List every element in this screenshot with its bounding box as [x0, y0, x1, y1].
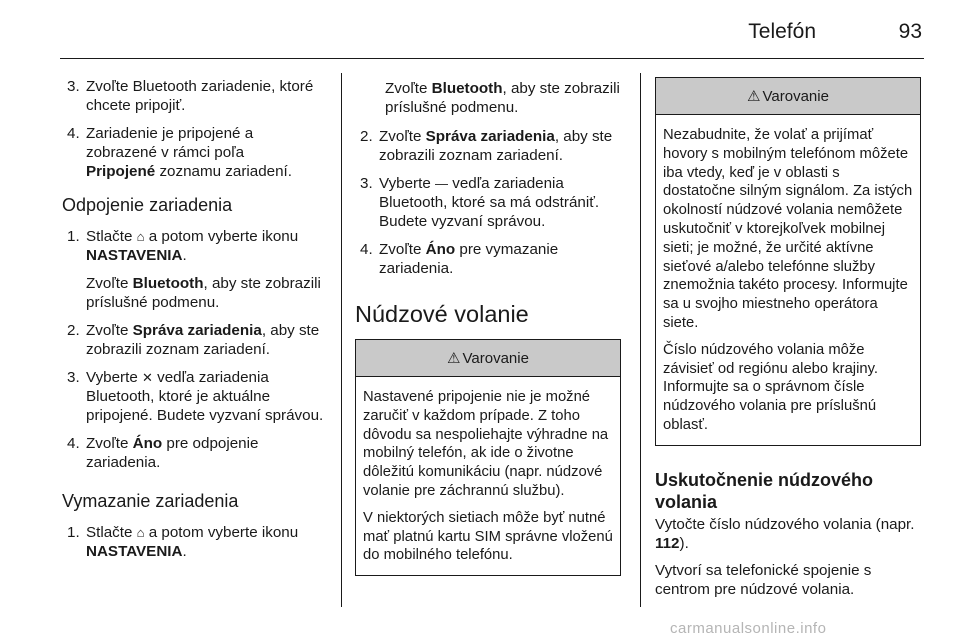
- column-right: [655, 77, 922, 607]
- list-item: 2. Zvoľte Správa zariadenia, aby ste zobrazili zoznam zariadení.: [67, 322, 320, 358]
- subsection-heading: Uskutočnenie núdzového volania: [655, 469, 874, 512]
- list-item: 4. Zvoľte Áno pre odpojenie zariadenia.: [67, 435, 259, 471]
- warning-body: Nastavené pripojenie nie je možné zaručiť v každom prípade. Z toho dôvodu sa nespoliehajte výhradne na mobilný telefón, ak ide o životne dôležitú komunikáciu (napr. núdzové volanie pre záchrannú službu). V niektorých sietiach môže byť nutné mať platnú kartu SIM správne vloženú do mobilného telefónu.: [363, 389, 613, 564]
- close-icon: ✕: [142, 370, 153, 385]
- section-heading: Vymazanie zariadenia: [62, 491, 239, 511]
- warning-header: [356, 340, 620, 377]
- list-item: 4. Zariadenie je pripojené a zobrazené v rámci poľa Pripojené zoznamu zariadení.: [67, 125, 292, 180]
- paragraph: Vytočte číslo núdzového volania (napr. 112).: [655, 515, 915, 552]
- warning-header: [656, 78, 920, 115]
- list-item-continuation: Zvoľte Bluetooth, aby ste zobrazili príslušné podmenu.: [385, 80, 620, 116]
- list-item: 4. Zvoľte Áno pre vymazanie zariadenia.: [360, 241, 559, 277]
- list-item: 1. Stlačte ⌂ a potom vyberte ikonu NASTAVENIA. Zvoľte Bluetooth, aby ste zobrazili príslušné podmenu.: [67, 228, 321, 311]
- warning-title: Varovanie: [462, 349, 529, 367]
- minus-icon: —: [435, 176, 448, 191]
- section-heading: Odpojenie zariadenia: [62, 195, 233, 215]
- warning-icon: ⚠: [747, 87, 761, 105]
- list-item: 3. Vyberte ✕ vedľa zariadenia Bluetooth, ktoré je aktuálne pripojené. Budete vyzvaní správou.: [67, 369, 324, 424]
- warning-body: Nezabudnite, že volať a prijímať hovory s mobilným telefónom môžete iba vtedy, keď je v oblasti s dostatočne silným signálom. Za istých okolností núdzové volania nemôžete uskutočniť v ktorejkoľvek mobilnej sieti; je možné, že určité aktívne sieťové a/alebo telefónne služby znemožnia takéto procesy. Informujte sa u svojho miestneho operátora siete. Číslo núdzového volania môže závisieť od regiónu alebo krajiny. Informujte sa o správnom čísle núdzového volania pre príslušnú oblasť.: [663, 127, 913, 433]
- list-item: [62, 77, 330, 115]
- page-title: Telefón: [748, 20, 816, 43]
- warning-box: [655, 77, 921, 446]
- list-item: 3. Vyberte — vedľa zariadenia Bluetooth, ktoré sa má odstrániť. Budete vyzvaní správou.: [360, 175, 600, 230]
- warning-box: [355, 339, 621, 576]
- column-left: [62, 77, 330, 570]
- watermark: carmanualsonline.info: [670, 620, 827, 637]
- page-number: 93: [898, 20, 922, 43]
- list-item: 1. Stlačte ⌂ a potom vyberte ikonu NASTAVENIA.: [67, 524, 299, 560]
- chapter-heading: Núdzové volanie: [355, 301, 529, 327]
- home-icon: ⌂: [136, 229, 145, 244]
- item-number: 4.: [67, 125, 80, 142]
- column-divider: [640, 73, 641, 607]
- item-text: Zvoľte Bluetooth zariadenie, ktoré chcete pripojiť.: [86, 78, 314, 114]
- item-number: 3.: [67, 78, 80, 95]
- page-header: [60, 0, 924, 59]
- warning-title: Varovanie: [762, 87, 829, 105]
- paragraph: Vytvorí sa telefonické spojenie s centrom pre núdzové volania.: [655, 561, 872, 598]
- list-item: 2. Zvoľte Správa zariadenia, aby ste zobrazili zoznam zariadení.: [360, 128, 613, 164]
- warning-icon: ⚠: [447, 349, 461, 367]
- column-middle: [355, 79, 627, 576]
- column-divider: [341, 73, 342, 607]
- home-icon: ⌂: [136, 525, 145, 540]
